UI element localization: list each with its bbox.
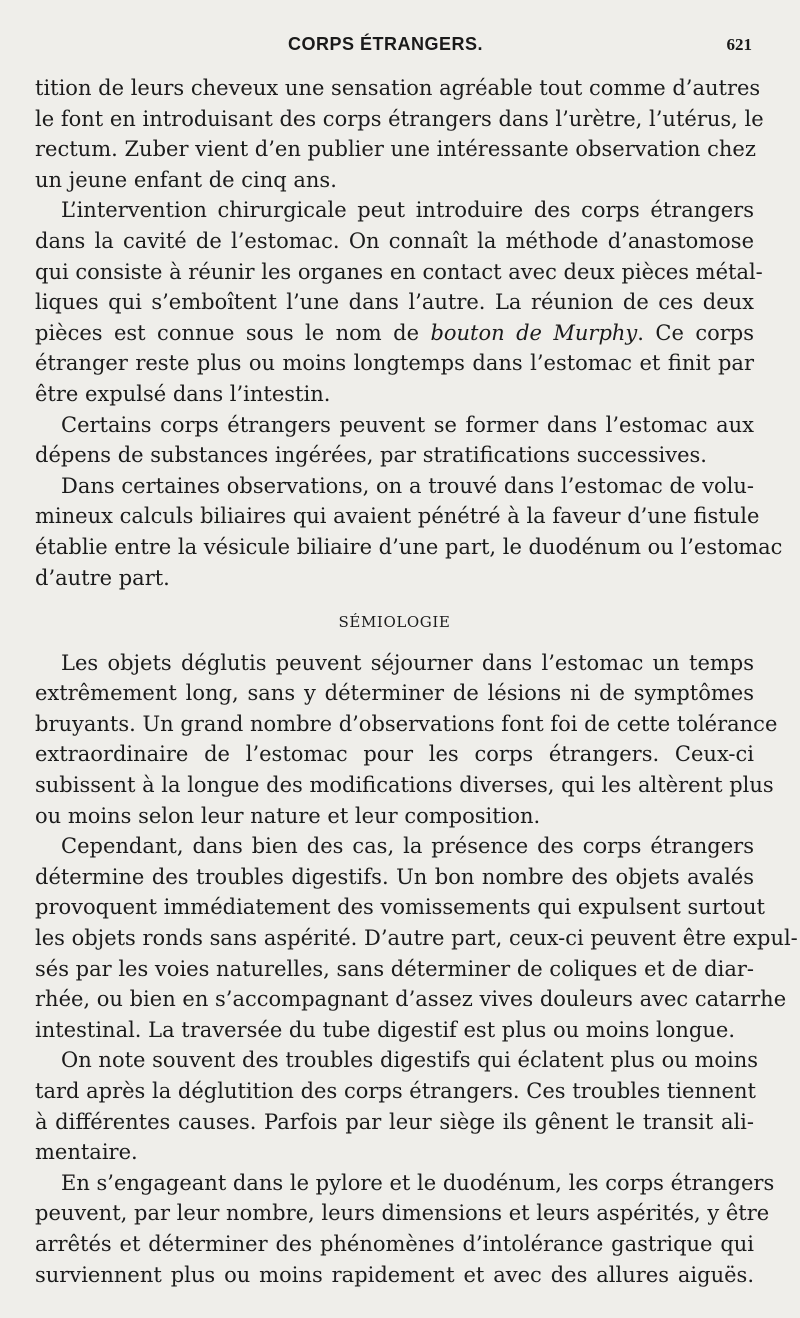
text-line: le font en introduisant des corps étrangers dans l’urètre, l’utérus, le [35,106,764,131]
text-line: rectum. Zuber vient d’en publier une intéressante observation chez [35,137,756,162]
text-line: tition de leurs cheveux une sensation agréable tout comme d’autres [35,76,761,100]
text-line: peuvent, par leur nombre, leurs dimensions et leurs aspérités, y être [35,1201,770,1226]
paragraph [35,471,783,593]
text-line: provoquent immédiatement des vomissements qui expulsent surtout [35,895,765,920]
text-line: tard après la déglutition des corps étrangers. Ces troubles tiennent [35,1079,756,1103]
paragraph [35,1168,775,1290]
text-line: Cependant, dans bien des cas, la présence des corps étrangers [61,834,754,859]
text-line: arrêtés et déterminer des phénomènes d’intolérance gastrique qui [35,1231,754,1256]
paragraph [35,648,778,832]
text-line: Dans certaines observations, on a trouvé dans l’estomac de volu- [61,473,754,498]
text-line: les objets ronds sans aspérité. D’autre part, ceux-ci peuvent être expul- [35,926,798,951]
paragraph [35,410,754,471]
text-line: un jeune enfant de cinq ans. [35,167,337,192]
text-line: subissent à la longue des modifications diverses, qui les altèrent plus [35,773,774,798]
italic-term: bouton de Murphy [430,320,638,345]
body-text [35,73,798,1290]
running-title: CORPS ÉTRANGERS. [288,34,484,54]
paragraph [35,1045,759,1167]
text-line: étranger reste plus ou moins longtemps dans l’estomac et finit par [35,351,754,376]
text-line: d’autre part. [35,565,170,590]
text-line: être expulsé dans l’intestin. [35,381,331,406]
text-line: dépens de substances ingérées, par stratifications successives. [35,443,707,468]
page-number: 621 [726,35,752,54]
text-line: liques qui s’emboîtent l’une dans l’autre. La réunion de ces deux [35,290,754,315]
text-line: mineux calculs biliaires qui avaient pénétré à la faveur d’une fistule [35,504,760,529]
text-line: extrêmement long, sans y déterminer de lésions ni de symptômes [35,681,754,706]
text-line: bruyants. Un grand nombre d’observations font foi de cette tolérance [35,711,778,736]
text-line: établie entre la vésicule biliaire d’une part, le duodénum ou l’estomac [35,534,783,559]
text-line: surviennent plus ou moins rapidement et avec des allures aiguës. [35,1262,754,1287]
text-line: Certains corps étrangers peuvent se former dans l’estomac aux [61,412,754,437]
paragraph [35,73,764,195]
text-line: On note souvent des troubles digestifs qui éclatent plus ou moins [61,1048,759,1073]
text-line: à différentes causes. Parfois par leur siège ils gênent le transit ali- [35,1109,754,1134]
paragraph [35,195,763,409]
text-line: dans la cavité de l’estomac. On connaît la méthode d’anastomose [35,228,754,253]
text-line: sés par les voies naturelles, sans déterminer de coliques et de diar- [35,956,754,981]
text-line: qui consiste à réunir les organes en contact avec deux pièces métal- [35,259,763,284]
text-segment: . Ce corps [637,320,754,345]
text-line: L’intervention chirurgicale peut introduire des corps étrangers [61,198,754,223]
running-head [0,30,800,60]
text-line: En s’engageant dans le pylore et le duodénum, les corps étrangers [61,1170,775,1195]
text-line: Les objets déglutis peuvent séjourner dans l’estomac un temps [61,650,754,675]
text-line: intestinal. La traversée du tube digestif est plus ou moins longue. [35,1017,735,1042]
paragraph [35,831,798,1045]
text-line: extraordinaire de l’estomac pour les corps étrangers. Ceux-ci [35,742,754,767]
section-heading: SÉMIOLOGIE [338,613,451,632]
text-line-with-italic [35,318,754,349]
text-line: détermine des troubles digestifs. Un bon nombre des objets avalés [35,864,754,889]
text-line: mentaire. [35,1140,138,1165]
text-line: ou moins selon leur nature et leur composition. [35,803,541,828]
text-line: rhée, ou bien en s’accompagnant d’assez vives douleurs avec catarrhe [35,987,787,1012]
text-segment: pièces est connue sous le nom de [35,320,419,345]
